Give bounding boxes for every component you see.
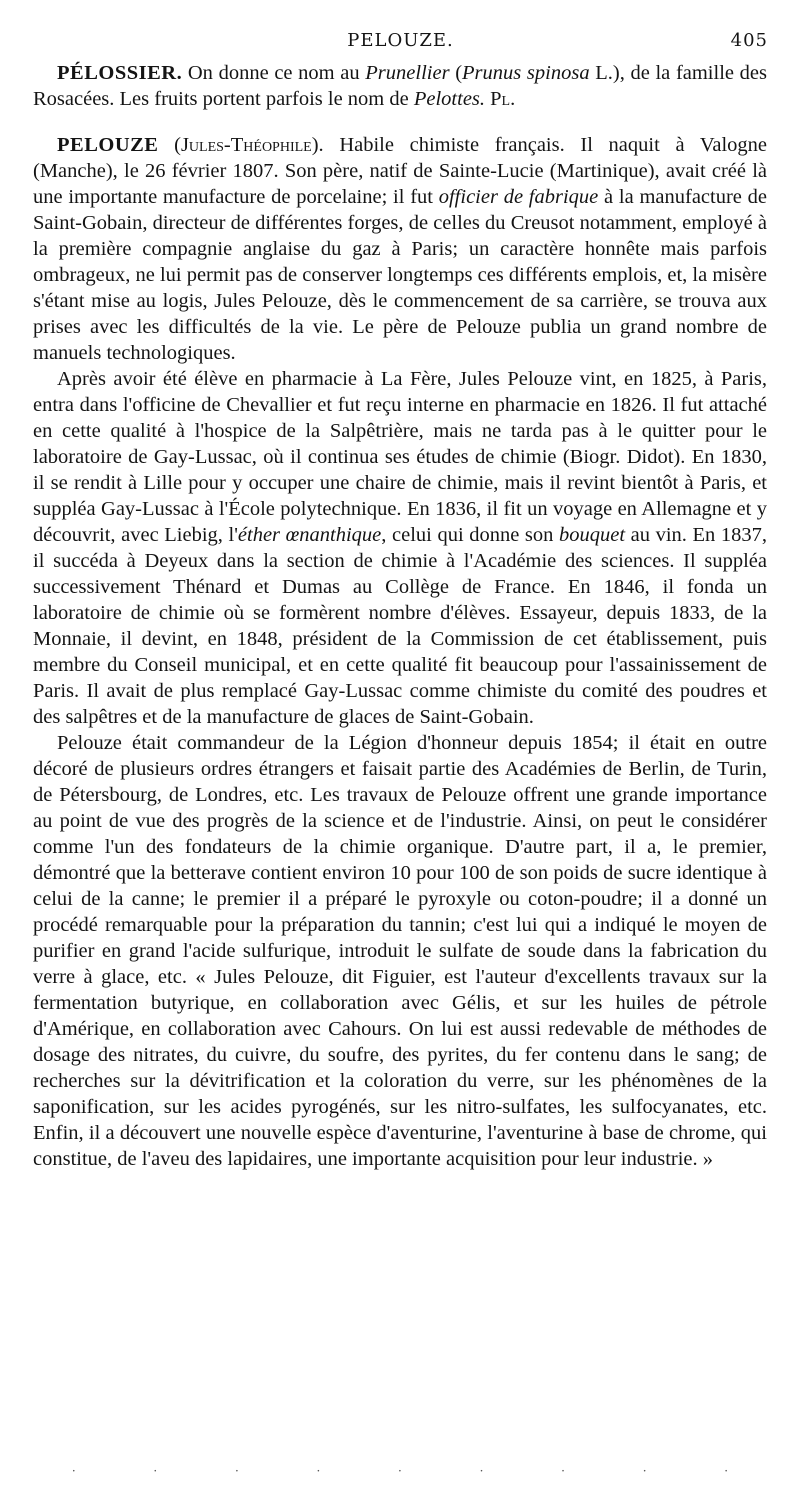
entry-text: ( (449, 62, 463, 84)
entry-pelossier (33, 60, 767, 112)
paragraph-text: Pelouze était commandeur de la Légion d'honneur depuis 1854; il était en outre décoré de plusieurs ordres étrangers et faisait partie des Académies de Berlin, de Turin, de Pétersbourg, de Londres, etc. Les travaux de Pelouze offrent une grande importance au point de vue des progrès de la science et de l'industrie. Ainsi, on peut le considérer comme l'un des fondateurs de la chimie organique. D'autre part, il a, le premier, démontré que la betterave contient environ 10 pour 100 de son poids de sucre identique à celui de la canne; le premier il a préparé le pyroxyle ou coton-poudre; il a donné un procédé remarquable pour la préparation du tannin; c'est lui qui a indiqué le moyen de purifier en grand l'acide sulfurique, introduit le sulfate de soude dans la fabrication du verre à glace, etc. « Jules Pelouze, dit Figuier, est l'auteur d'excellents travaux sur la fermentation butyrique, en collaboration avec Gélis, et sur les huiles de pétrole d'Amérique, en collaboration avec Cahours. On lui est aussi redevable de méthodes de dosage des nitrates, du cuivre, du soufre, des pyrites, du fer contenu dans le sang; de recherches sur la dévitrification et la coloration du verre, sur les phénomènes de la saponification, sur les acides pyrogénés, sur les nitro-sulfates, les sulfocyanates, etc. Enfin, il a découvert une nouvelle espèce d'aventurine, l'aventurine à base de chrome, qui constitue, de l'aveu des lapidaires, une importante acquisition pour leur industrie. » (33, 732, 767, 1170)
paragraph-text: au vin. En 1837, il succéda à Deyeux dans la section de chimie à l'Académie des sciences. Il suppléa successivement Thénard et Dumas au Collège de France. En 1846, il fonda un laboratoire de chimie où se formèrent nombre d'élèves. Essayeur, depuis 1833, de la Monnaie, il devint, en 1848, président de la Commission de cet établissement, puis membre du Conseil municipal, et en cette qualité fit beaucoup pour l'assainissement de Paris. Il avait de plus remplacé Gay-Lussac comme chimiste du comité des poudres et des salpêtres et de la manufacture de glaces de Saint-Gobain. (33, 524, 767, 728)
paragraph-honours (33, 730, 767, 1172)
author-signature: Pl. (490, 88, 516, 110)
entry-text: On donne ce nom au (182, 62, 366, 84)
body-text (33, 60, 767, 1172)
entry-pelouze (33, 132, 767, 366)
entry-text: ( (158, 134, 181, 156)
page-header (33, 30, 768, 56)
entry-italic: bouquet (559, 524, 626, 546)
footer-dot: · (561, 1464, 565, 1478)
entry-italic: officier de fabrique (438, 186, 599, 208)
entry-headword: PELOUZE (57, 134, 159, 156)
footer-dots (33, 1464, 767, 1478)
entry-headword: PÉLOSSIER. (57, 62, 183, 84)
paragraph-text: , celui qui donne son (381, 524, 559, 546)
running-head: PELOUZE. (347, 30, 454, 51)
entry-text: à la manufacture de Saint-Gobain, directeur de différentes forges, de celles du Creusot notamment, employé à la première compagnie anglaise du gaz à Paris; un caractère honnête mais parfois ombrageux, ne lui permit pas de conserver longtemps ces différents emplois, et, la misère s'étant mise au logis, Jules Pelouze, dès le commencement de sa carrière, se trouva aux prises avec les difficultés de la vie. Le père de Pelouze publia un grand nombre de manuels technologiques. (33, 186, 767, 364)
entry-italic: Prunellier (365, 62, 450, 84)
entry-text: L.), de la famille des Rosacées. Les fruits portent parfois le nom de (33, 62, 767, 110)
footer-dot: · (316, 1464, 321, 1478)
footer-dot: · (398, 1464, 402, 1478)
footer-dot: · (71, 1464, 76, 1478)
page-number: 405 (730, 30, 768, 51)
footer-dot: · (234, 1464, 239, 1478)
footer-dot: · (642, 1464, 647, 1478)
footer-dot: · (724, 1464, 729, 1478)
footer-dot: · (153, 1464, 158, 1478)
footer-dot: · (479, 1464, 484, 1478)
entry-italic: Prunus spinosa (462, 62, 590, 84)
entry-italic: éther œnanthique (237, 524, 382, 546)
paragraph-text: Après avoir été élève en pharmacie à La Fère, Jules Pelouze vint, en 1825, à Paris, entra dans l'officine de Chevallier et fut reçu interne en pharmacie en 1826. Il fut attaché en cette qualité à l'hospice de la Salpêtrière, mais ne tarda pas à le quitter pour le laboratoire de Gay-Lussac, où il continua ses études de chimie (Biogr. Didot). En 1830, il se rendit à Lille pour y occuper une chaire de chimie, mais il revint bientôt à Paris, et suppléa Gay-Lussac à l'École polytechnique. En 1836, il fit un voyage en Allemagne et y découvrit, avec Liebig, l' (33, 368, 767, 546)
entry-italic: Pelottes. (413, 88, 486, 110)
paragraph-career (33, 366, 767, 730)
entry-given-names: Jules-Théophile (180, 134, 312, 156)
entry-text: ). Habile chimiste français. Il naquit à Valogne (Manche), le 26 février 1807. Son père, natif de Sainte-Lucie (Martinique), avait créé là une importante manufacture de porcelaine; il fut (33, 134, 768, 208)
